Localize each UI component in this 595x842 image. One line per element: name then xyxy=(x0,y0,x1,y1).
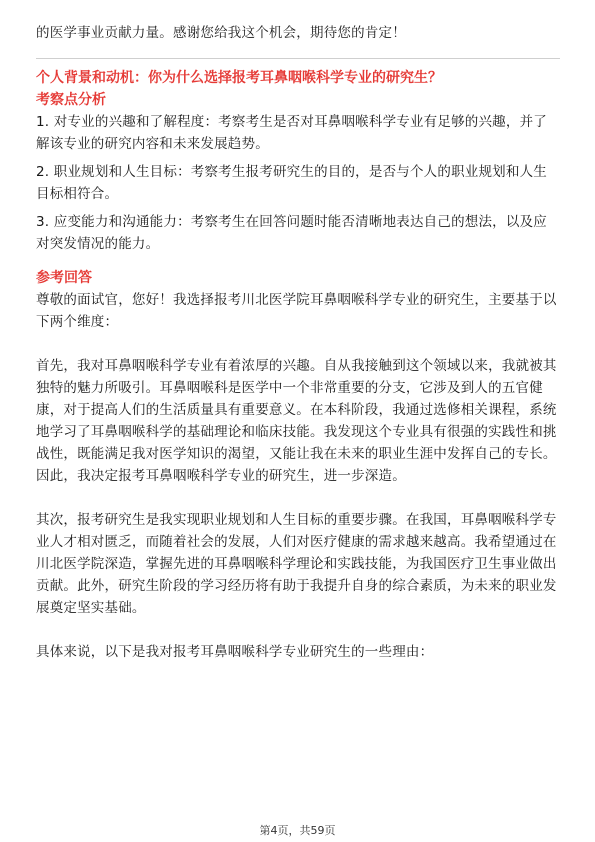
analysis-heading: 考察点分析 xyxy=(36,92,106,108)
analysis-item: 3. 应变能力和沟通能力：考察考生在回答问题时能否清晰地表达自己的想法，以及应对突发情况的能力。 xyxy=(36,214,547,252)
answer-paragraph-2: 其次，报考研究生是我实现职业规划和人生目标的重要步骤。在我国，耳鼻咽喉科学专业人才相对匮乏，而随着社会的发展，人们对医疗健康的需求越来越高。我希望通过在川北医学院深造，掌握先进的耳鼻咽喉科学理论和实践技能，为我国医疗卫生事业做出贡献。此外，研究生阶段的学习经历将有助于我提升自身的综合素质，为未来的职业发展奠定坚实基础。 xyxy=(36,512,557,616)
question-title: 个人背景和动机：你为什么选择报考耳鼻咽喉科学专业的研究生？ xyxy=(36,70,442,86)
analysis-item: 2. 职业规划和人生目标：考察考生报考研究生的目的，是否与个人的职业规划和人生目标相符合。 xyxy=(36,164,547,202)
divider xyxy=(36,58,560,59)
answer-heading: 参考回答 xyxy=(36,270,92,286)
analysis-item: 1. 对专业的兴趣和了解程度：考察考生是否对耳鼻咽喉科学专业有足够的兴趣，并了解该专业的研究内容和未来发展趋势。 xyxy=(36,114,547,152)
analysis-list xyxy=(36,111,560,255)
answer-paragraph-3: 具体来说，以下是我对报考耳鼻咽喉科学专业研究生的一些理由： xyxy=(36,644,434,660)
answer-paragraph-1: 首先，我对耳鼻咽喉科学专业有着浓厚的兴趣。自从我接触到这个领域以来，我就被其独特的魅力所吸引。耳鼻咽喉科是医学中一个非常重要的分支，它涉及到人的五官健康，对于提高人们的生活质量具有重要意义。在本科阶段，我通过选修相关课程，系统地学习了耳鼻咽喉科学的基础理论和临床技能。我发现这个专业具有很强的实践性和挑战性，既能满足我对医学知识的渴望，又能让我在未来的职业生涯中发挥自己的专长。因此，我决定报考耳鼻咽喉科学专业的研究生，进一步深造。 xyxy=(36,358,557,484)
carryover-line: 的医学事业贡献力量。感谢您给我这个机会，期待您的肯定！ xyxy=(36,25,406,41)
document-page xyxy=(36,22,560,663)
answer-intro: 尊敬的面试官，您好！我选择报考川北医学院耳鼻咽喉科学专业的研究生，主要基于以下两个维度： xyxy=(36,292,557,330)
page-number: 第4页，共59页 xyxy=(259,824,336,837)
